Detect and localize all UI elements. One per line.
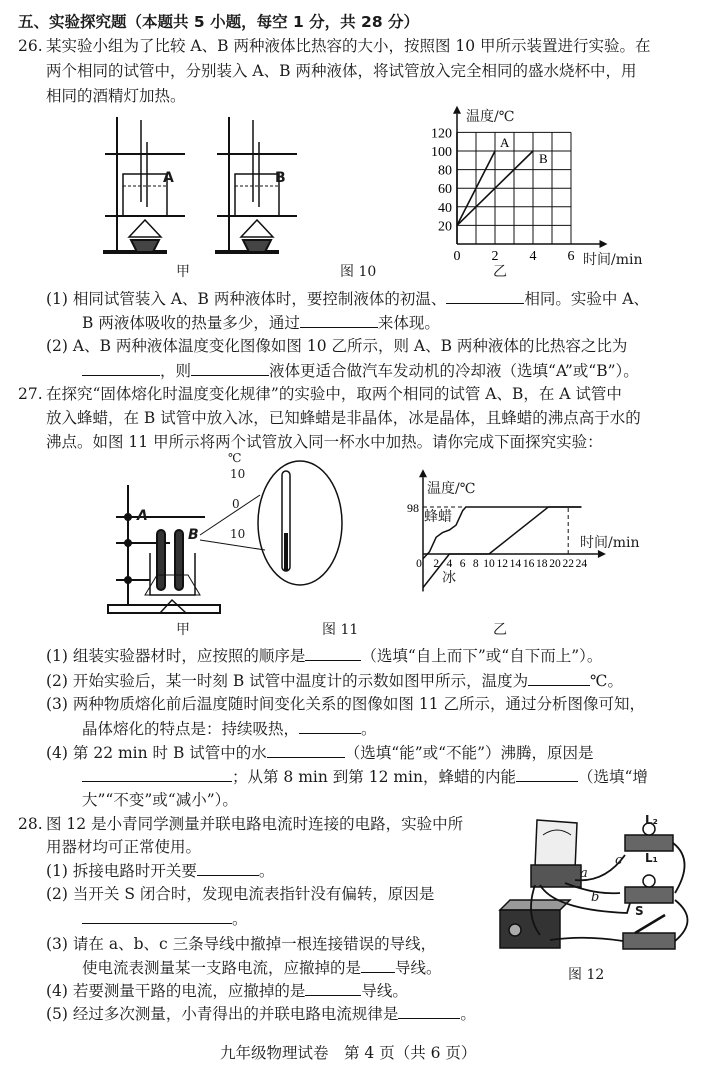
series-label-ice: 冰 (442, 570, 456, 586)
tube-a-label: A (137, 508, 148, 524)
x-tick-label: 2 (433, 558, 440, 570)
answer-blank[interactable] (197, 860, 259, 876)
part-text: （选填“增 (578, 768, 648, 786)
x-tick-label: 0 (416, 558, 422, 570)
wire-a-label: a (580, 866, 588, 881)
thermometer-unit: ℃ (228, 451, 242, 465)
ammeter-icon (531, 820, 581, 887)
part-text: 。 (232, 910, 248, 928)
answer-blank[interactable] (305, 645, 361, 661)
part-text: （选填“自上而下”或“自下而上”）。 (361, 647, 603, 665)
y-tick-label: 80 (438, 163, 452, 179)
answer-blank[interactable] (516, 766, 578, 782)
part-label: (1) (46, 862, 68, 880)
q28-number: 28. (18, 815, 43, 833)
x-tick-label: 2 (491, 249, 499, 264)
part-text: 。 (460, 1005, 476, 1023)
x-tick-label: 24 (575, 558, 588, 570)
thermometer-tick: 10 (230, 467, 246, 481)
part-text: 两种物质熔化前后温度随时间变化关系的图像如图 11 乙所示，通过分析图像可知， (72, 695, 645, 713)
part-text: 请在 a、b、c 三条导线中撤掉一根连接错误的导线， (72, 935, 437, 953)
part-text: 第 22 min 时 B 试管中的水 (72, 744, 267, 762)
chart1-xlabel: 时间/min (583, 252, 643, 268)
part-text: A、B 两种液体温度变化图像如图 10 乙所示，则 A、B 两种液体的比热容之比为 (72, 337, 628, 355)
thermometer-tick: 0 (232, 497, 240, 511)
part-text: 。 (361, 720, 377, 738)
q26-stem-line: 两个相同的试管中，分别装入 A、B 两种液体，将试管放入完全相同的盛水烧杯中，用 (46, 62, 637, 80)
x-tick-label: 16 (522, 558, 535, 570)
x-tick-label: 20 (549, 558, 561, 570)
q27-part4-cont: 大”“不变”或“减小”）。 (82, 791, 238, 809)
bulb-l1-label: L₁ (645, 851, 658, 865)
page-footer: 九年级物理试卷 第 4 页（共 6 页） (220, 1044, 477, 1062)
part-text: 使电流表测量某一支路电流，应撤掉的是 (82, 959, 362, 977)
part-text: 开始实验后，某一时刻 B 试管中温度计的示数如图甲所示，温度为 (72, 672, 529, 690)
chart1-ylabel: 温度/℃ (466, 109, 515, 125)
fig10-right-caption: 乙 (493, 264, 507, 280)
answer-blank[interactable] (299, 718, 361, 734)
part-text: ；从第 8 min 到第 12 min，蜂蜡的内能 (232, 768, 516, 786)
part-text: 。 (258, 862, 275, 880)
part-label: (1) (46, 647, 68, 665)
q27-part4-cont (82, 766, 648, 787)
part-text: 相同试管装入 A、B 两种液体时，要控制液体的初温、 (72, 290, 447, 308)
q27-part4 (46, 742, 594, 763)
x-tick-label: 6 (459, 558, 466, 570)
part-text: 当开关 S 闭合时，发现电流表指针没有偏转，原因是 (72, 885, 435, 903)
q27-number: 27. (18, 385, 43, 403)
q27-stem-line: 沸点。如图 11 甲所示将两个试管放入同一杯水中加热。请你完成下面探究实验： (46, 433, 603, 451)
answer-blank[interactable] (82, 766, 232, 782)
x-tick-label: 8 (472, 558, 479, 570)
answer-blank[interactable] (305, 980, 361, 996)
answer-blank[interactable] (398, 1003, 460, 1019)
part-label: (4) (46, 744, 68, 762)
part-text: 组装实验器材时，应按照的顺序是 (72, 647, 306, 665)
fig10-left-caption: 甲 (176, 264, 190, 280)
x-tick-label: 18 (536, 558, 548, 570)
x-tick-label: 4 (529, 249, 537, 264)
part-label: (2) (46, 885, 68, 903)
section-heading: 五、实验探究题（本题共 5 小题，每空 1 分，共 28 分） (18, 13, 420, 31)
fig12-caption: 图 12 (568, 967, 605, 983)
q28-part3-cont (82, 957, 442, 978)
q27-stem-line: 放入蜂蜡，在 B 试管中放入冰，已知蜂蜡是非晶体，冰是晶体，且蜂蜡的沸点高于水的 (46, 409, 641, 427)
q27-part3 (46, 694, 645, 714)
part-text: 晶体熔化的特点是：持续吸热， (82, 720, 300, 738)
y-tick-label: 40 (438, 200, 452, 216)
series-label: A (500, 135, 510, 150)
part-label: (5) (46, 1005, 68, 1023)
x-axis-arrow (598, 550, 606, 558)
part-text: 来体现。 (377, 314, 440, 332)
tube-b-label: B (275, 170, 286, 186)
q28-part3 (46, 934, 436, 954)
x-tick-label: 10 (483, 558, 495, 570)
part-text: 若要测量干路的电流，应撤掉的是 (72, 982, 306, 1000)
part-text: ℃。 (590, 672, 623, 690)
part-text: 拆接电路时开关要 (72, 862, 197, 880)
part-text: ，则 (160, 362, 192, 380)
part-text: 液体更适合做汽车发动机的冷却液（选填“A”或“B”）。 (269, 362, 639, 380)
q26-stem-line: 相同的酒精灯加热。 (46, 87, 186, 105)
answer-blank[interactable] (82, 908, 232, 924)
switch-label: S (635, 904, 644, 918)
chart2-xlabel: 时间/min (580, 535, 640, 551)
fig11-left-caption: 甲 (176, 622, 190, 638)
x-tick-label: 12 (496, 558, 508, 570)
answer-blank[interactable] (267, 742, 345, 758)
answer-blank[interactable] (528, 670, 590, 686)
part-text: 导线。 (395, 959, 442, 977)
part-label: (2) (46, 672, 68, 690)
x-tick-label: 22 (562, 558, 574, 570)
x-tick-label: 0 (453, 249, 461, 264)
q27-stem-line: 在探究“固体熔化时温度变化规律”的实验中，取两个相同的试管 A、B，在 A 试管中 (46, 385, 622, 403)
series-label: B (539, 151, 548, 166)
y-tick-label: 20 (438, 219, 452, 235)
part-text: （选填“能”或“不能”）沸腾，原因是 (344, 744, 594, 762)
answer-blank[interactable] (361, 957, 395, 973)
part-label: (2) (46, 337, 68, 355)
q28-part5 (46, 1003, 476, 1024)
y-tick-label: 60 (438, 182, 452, 198)
part-label: (1) (46, 290, 68, 308)
part-text: 导线。 (361, 982, 408, 1000)
q26-number: 26. (18, 37, 43, 55)
bulb-l1-icon (625, 875, 673, 903)
part-text: 经过多次测量，小青得出的并联电路电流规律是 (72, 1005, 399, 1023)
q28-stem-line: 用器材均可正常使用。 (46, 838, 202, 856)
q28-part2 (46, 884, 434, 904)
wire-c-label: c (615, 853, 623, 868)
part-label: (3) (46, 935, 68, 953)
tube-a-label: A (163, 170, 174, 186)
bulb-l2-label: L₂ (645, 813, 658, 827)
part-text: 相同。实验中 A、 (524, 290, 649, 308)
y-tick-label: 100 (431, 145, 452, 160)
wire-b-label: b (591, 890, 600, 905)
y-tick-label: 98 (407, 500, 419, 515)
q26-stem-line: 某实验小组为了比较 A、B 两种液体比热容的大小，按照图 10 甲所示装置进行实验。在 (46, 37, 651, 55)
fig10-caption: 图 10 (340, 264, 377, 280)
series-label-wax: 蜂蜡 (424, 509, 452, 525)
q27-part3-cont (82, 718, 377, 739)
fig11-caption: 图 11 (322, 622, 359, 638)
switch-icon (623, 915, 675, 949)
part-label: (3) (46, 695, 68, 713)
tube-b-label: B (188, 527, 199, 543)
q28-stem-line: 图 12 是小青同学测量并联电路电流时连接的电路，实验中所 (46, 815, 464, 833)
x-tick-label: 14 (509, 558, 522, 570)
q27-part2 (46, 670, 623, 691)
power-supply-icon (500, 900, 570, 948)
part-text: B 两液体吸收的热量多少，通过 (82, 314, 300, 332)
q28-part1 (46, 860, 274, 881)
fig11-right-caption: 乙 (493, 622, 507, 638)
chart2-ylabel: 温度/℃ (427, 481, 476, 497)
q27-part1 (46, 645, 602, 666)
y-tick-label: 120 (431, 126, 452, 142)
q28-part2-cont (82, 908, 248, 929)
fig12-circuit (495, 815, 705, 965)
x-tick-label: 4 (446, 558, 453, 570)
part-label: (4) (46, 982, 68, 1000)
q28-part4 (46, 980, 408, 1001)
y-axis-arrow (419, 469, 427, 477)
thermometer-tick: 10 (230, 527, 246, 541)
x-tick-label: 6 (567, 249, 575, 264)
